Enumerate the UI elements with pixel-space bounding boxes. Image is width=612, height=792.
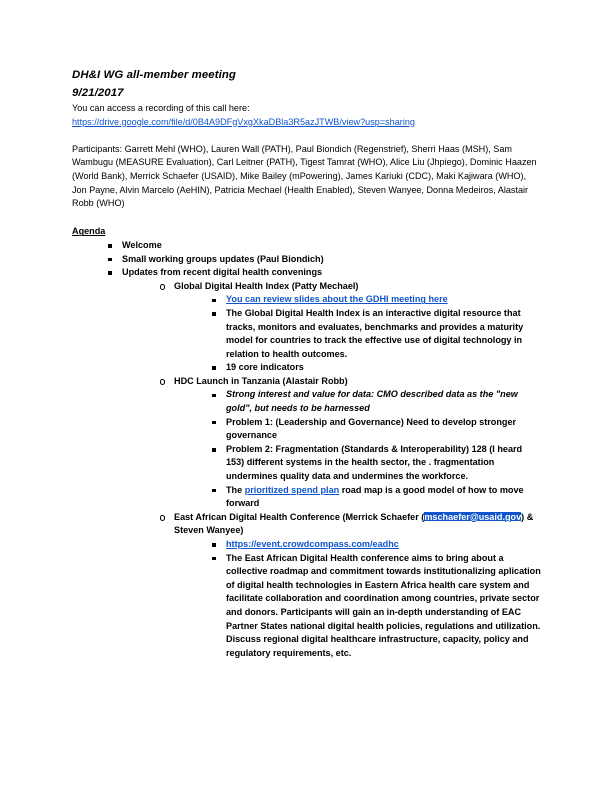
paragraph-spacer-2 [72,211,542,225]
subitem-gdhi-label: Global Digital Health Index (Patty Mechael) [174,280,359,291]
agenda-item-welcome-label: Welcome [122,239,162,250]
eadhc-description-text: The East African Digital Health conference aims to bring about a collective roadmap and commitment towards institutionalizing aplication of digital health technologies in Eastern Africa health care system and facilitate collaboration and coordination among countries, private sector and donors. Participants will gain an in-depth understanding of EAC Partner States national digital health policies, regulations and utilization. Discuss regional digital healthcare infrastructure, capacity, policy and regulatory requirements, etc. [226,552,541,658]
hdc-interest-text: Strong interest and value for data: CMO described data as the "new gold", but needs to be harnessed [226,389,518,414]
eadhc-description-item [210,552,542,661]
agenda-heading: Agenda [72,226,106,237]
agenda-item-welcome [106,239,542,253]
agenda-item-updates-label: Updates from recent digital health convenings [122,267,323,278]
gdhi-slides-item [210,293,542,307]
hdc-interest-item [210,388,542,415]
document-body [72,66,542,660]
hdc-problem1-item [210,416,542,443]
hdc-roadmap-prefix: The [226,484,245,495]
subitem-east-african-conference [158,511,542,661]
recording-link-line [72,116,542,130]
hdc-problem1-text: Problem 1: (Leadership and Governance) Need to develop stronger governance [226,416,517,441]
subitem-hdc-tanzania [158,375,542,511]
gdhi-description-item [210,307,542,361]
eadhc-url-link[interactable]: https://event.crowdcompass.com/eadhc [226,539,399,549]
agenda-item-updates [106,266,542,660]
hdc-detail-list [174,388,542,510]
recording-intro-text: You can access a recording of this call here: [72,103,250,113]
gdhi-indicators-item [210,361,542,375]
paragraph-spacer [72,129,542,143]
agenda-item-small-working-groups-label: Small working groups updates (Paul Biondich) [122,253,324,264]
subitem-hdc-tanzania-label: HDC Launch in Tanzania (Alastair Robb) [174,375,348,386]
eadhc-detail-list [174,538,542,660]
agenda-list [72,239,542,660]
gdhi-detail-list [174,293,542,375]
updates-sublist [122,280,542,661]
document-date: 9/21/2017 [72,87,124,99]
gdhi-description-text: The Global Digital Health Index is an interactive digital resource that tracks, monitors and evaluates, benchmarks and provides a maturity model for countries to track the effective use of digital technology in relation to health outcomes. [226,307,524,359]
eadhc-heading-prefix: East African Digital Health Conference (Merrick Schaefer ( [174,511,425,522]
hdc-roadmap-suffix: road map is a good model of how to move forward [226,484,524,509]
hdc-problem2-item [210,443,542,484]
hdc-problem2-text: Problem 2: Fragmentation (Standards & Interoperability) 128 (I heard 153) different systems in the health sector, the . fragmentation undermines quality data and undermines the workforce. [226,443,523,482]
prioritized-spend-plan-link[interactable]: prioritized spend plan [244,484,340,495]
document-title: DH&I WG all-member meeting [72,69,236,81]
gdhi-indicators-text: 19 core indicators [226,362,304,373]
eadhc-heading-suffix: ) & Steven Wanyee) [174,511,534,536]
merrick-schaefer-email-link[interactable]: mschaefer@usaid.gov [424,511,522,522]
hdc-roadmap-item [210,484,542,511]
recording-url-link[interactable]: https://drive.google.com/file/d/0B4A9DFgVxgXkaDBla3R5azJTWB/view?usp=sharing [72,116,415,127]
agenda-item-small-working-groups [106,253,542,267]
subitem-gdhi [158,280,542,375]
eadhc-url-item [210,538,542,552]
participants-paragraph: Participants: Garrett Mehl (WHO), Lauren Wall (PATH), Paul Biondich (Regenstrief), Sherri Haas (MSH), Sam Wambugu (MEASURE Evaluation), Carl Leitner (PATH), Tigest Tamrat (WHO), Alice Liu (Jhpiego), Dominic Haazen (World Bank), Merrick Schaefer (USAID), Mike Bailey (mPowering), James Kariuki (CDC), Maki Kajiwara (WHO), Jon Payne, Alvin Marcelo (AeHIN), Patricia Mechael (Health Enabled), Steven Wanyee, Donna Medeiros, Alastair Robb (WHO) [72,143,537,209]
gdhi-slides-link[interactable]: You can review slides about the GDHI meeting here [226,294,448,305]
